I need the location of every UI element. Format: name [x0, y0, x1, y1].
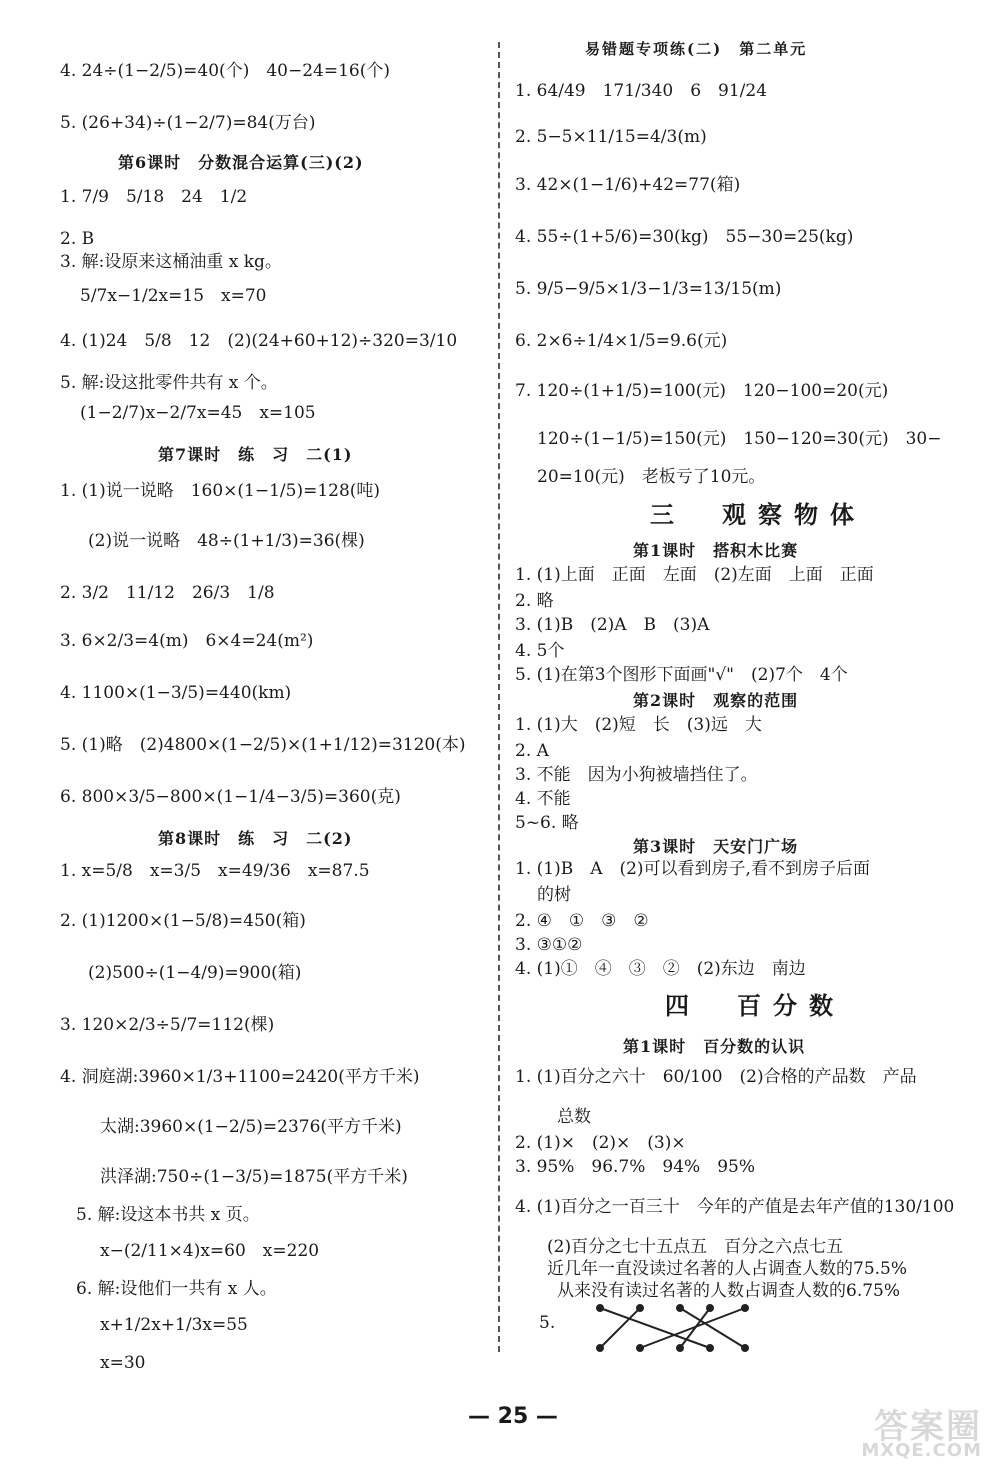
lesson-heading: 第2课时 观察的范围 — [633, 691, 799, 710]
answer-line: 120÷(1−1/5)=150(元) 150−120=30(元) 30− — [537, 429, 942, 449]
answer-line: 5. (1)在第3个图形下面画"√" (2)7个 4个 — [515, 665, 848, 685]
answer-line: 4. (1)① ④ ③ ② (2)东边 南边 — [515, 959, 806, 979]
answer-line: 4. 1100×(1−3/5)=440(km) — [60, 683, 292, 703]
answer-line: 1. (1)B A (2)可以看到房子,看不到房子后面 — [515, 859, 870, 879]
answer-line: 4. 不能 — [515, 789, 571, 809]
answer-line: (2)百分之七十五点五 百分之六点七五 — [547, 1237, 844, 1257]
column-divider — [498, 42, 500, 1352]
answer-line: x=30 — [100, 1353, 146, 1373]
site-watermark — [812, 1399, 982, 1461]
answer-line: x−(2/11×4)x=60 x=220 — [100, 1241, 320, 1261]
answer-line: 6. 解:设他们一共有 x 人。 — [76, 1279, 277, 1299]
answer-line: 20=10(元) 老板亏了10元。 — [537, 467, 766, 487]
answer-line: 5. (26+34)÷(1−2/7)=84(万台) — [60, 113, 316, 133]
unit-heading: 四 百分数 — [665, 991, 845, 1020]
answer-line: 洪泽湖:750÷(1−3/5)=1875(平方千米) — [100, 1167, 408, 1187]
answer-line: (2)500÷(1−4/9)=900(箱) — [88, 963, 302, 983]
lesson-heading: 第1课时 百分数的认识 — [623, 1037, 806, 1056]
answer-line: 总数 — [557, 1107, 591, 1127]
answer-line: x+1/2x+1/3x=55 — [100, 1315, 248, 1335]
answer-line: 2. (1)× (2)× (3)× — [515, 1133, 686, 1153]
answer-line: 2. 3/2 11/12 26/3 1/8 — [60, 583, 275, 603]
answer-line: 3. 不能 因为小狗被墙挡住了。 — [515, 765, 758, 785]
answer-line: 6. 2×6÷1/4×1/5=9.6(元) — [515, 331, 728, 351]
answer-line: 太湖:3960×(1−2/5)=2376(平方千米) — [100, 1117, 402, 1137]
answer-line: 2. 5−5×11/15=4/3(m) — [515, 127, 707, 147]
running-header: 易错题专项练(二) 第二单元 — [585, 40, 808, 58]
answer-line: 1. 64/49 171/340 6 91/24 — [515, 81, 768, 101]
answer-line: 5. 解:设这批零件共有 x 个。 — [60, 373, 278, 393]
answer-line: 1. 7/9 5/18 24 1/2 — [60, 187, 248, 207]
answer-line: 2. B — [60, 229, 95, 249]
lesson-heading: 第1课时 搭积木比赛 — [633, 541, 799, 560]
answer-line: 4. 5个 — [515, 641, 565, 661]
answer-line: 2. A — [515, 741, 549, 761]
lesson-heading: 第3课时 天安门广场 — [633, 837, 799, 856]
answer-line: 2. (1)1200×(1−5/8)=450(箱) — [60, 911, 306, 931]
answer-line: 3. (1)B (2)A B (3)A — [515, 615, 710, 635]
answer-line: 7. 120÷(1+1/5)=100(元) 120−100=20(元) — [515, 381, 889, 401]
answer-line: 3. 120×2/3÷5/7=112(棵) — [60, 1015, 275, 1035]
right-column — [505, 0, 1000, 1473]
answer-line: 5~6. 略 — [515, 813, 579, 833]
unit-heading: 三 观察物体 — [650, 500, 866, 529]
answer-line: 3. 42×(1−1/6)+42=77(箱) — [515, 175, 741, 195]
answer-line: 2. ④ ① ③ ② — [515, 911, 649, 931]
answer-line: 3. ③①② — [515, 935, 583, 955]
answer-line: 4. 24÷(1−2/5)=40(个) 40−24=16(个) — [60, 61, 390, 81]
answer-line: (1−2/7)x−2/7x=45 x=105 — [80, 403, 316, 423]
answer-line: 4. (1)24 5/8 12 (2)(24+60+12)÷320=3/10 — [60, 331, 458, 351]
lesson-heading: 第6课时 分数混合运算(三)(2) — [118, 153, 364, 172]
answer-line: 2. 略 — [515, 591, 554, 611]
answer-line: 5. 9/5−9/5×1/3−1/3=13/15(m) — [515, 279, 782, 299]
lesson-heading: 第7课时 练 习 二(1) — [158, 445, 353, 464]
answer-line: 4. 洞庭湖:3960×1/3+1100=2420(平方千米) — [60, 1067, 420, 1087]
answer-line: 5. 解:设这本书共 x 页。 — [76, 1205, 260, 1225]
answer-line: 1. (1)大 (2)短 长 (3)远 大 — [515, 715, 762, 735]
answer-line: 近几年一直没读过名著的人占调查人数的75.5% — [547, 1259, 908, 1279]
answer-line: 6. 800×3/5−800×(1−1/4−3/5)=360(克) — [60, 787, 401, 807]
answer-line: 的树 — [537, 885, 571, 905]
answer-line: 3. 6×2/3=4(m) 6×4=24(m²) — [60, 631, 314, 651]
answer-line: 5. — [539, 1313, 556, 1333]
answer-line: 从来没有读过名著的人数占调查人数的6.75% — [557, 1281, 901, 1301]
answer-line: 4. 55÷(1+5/6)=30(kg) 55−30=25(kg) — [515, 227, 854, 247]
answer-line: 1. (1)上面 正面 左面 (2)左面 上面 正面 — [515, 565, 874, 585]
answer-line: (2)说一说略 48÷(1+1/3)=36(棵) — [88, 531, 365, 551]
matching-lines-diagram — [590, 1300, 760, 1360]
lesson-heading: 第8课时 练 习 二(2) — [158, 829, 353, 848]
answer-line: 5/7x−1/2x=15 x=70 — [80, 286, 267, 306]
answer-line: 1. (1)说一说略 160×(1−1/5)=128(吨) — [60, 481, 381, 501]
answer-line: 1. x=5/8 x=3/5 x=49/36 x=87.5 — [60, 861, 370, 881]
answer-line: 5. (1)略 (2)4800×(1−2/5)×(1+1/12)=3120(本) — [60, 735, 466, 755]
page-number: — 25 — — [468, 1404, 558, 1429]
answer-line: 4. (1)百分之一百三十 今年的产值是去年产值的130/100 — [515, 1197, 955, 1217]
answer-line: 1. (1)百分之六十 60/100 (2)合格的产品数 产品 — [515, 1067, 917, 1087]
watermark-logo: 答案圈 — [874, 1407, 982, 1447]
answer-line: 3. 解:设原来这桶油重 x kg。 — [60, 252, 282, 272]
watermark-url: MXQE.COM — [861, 1440, 982, 1461]
answer-line: 3. 95% 96.7% 94% 95% — [515, 1157, 755, 1177]
